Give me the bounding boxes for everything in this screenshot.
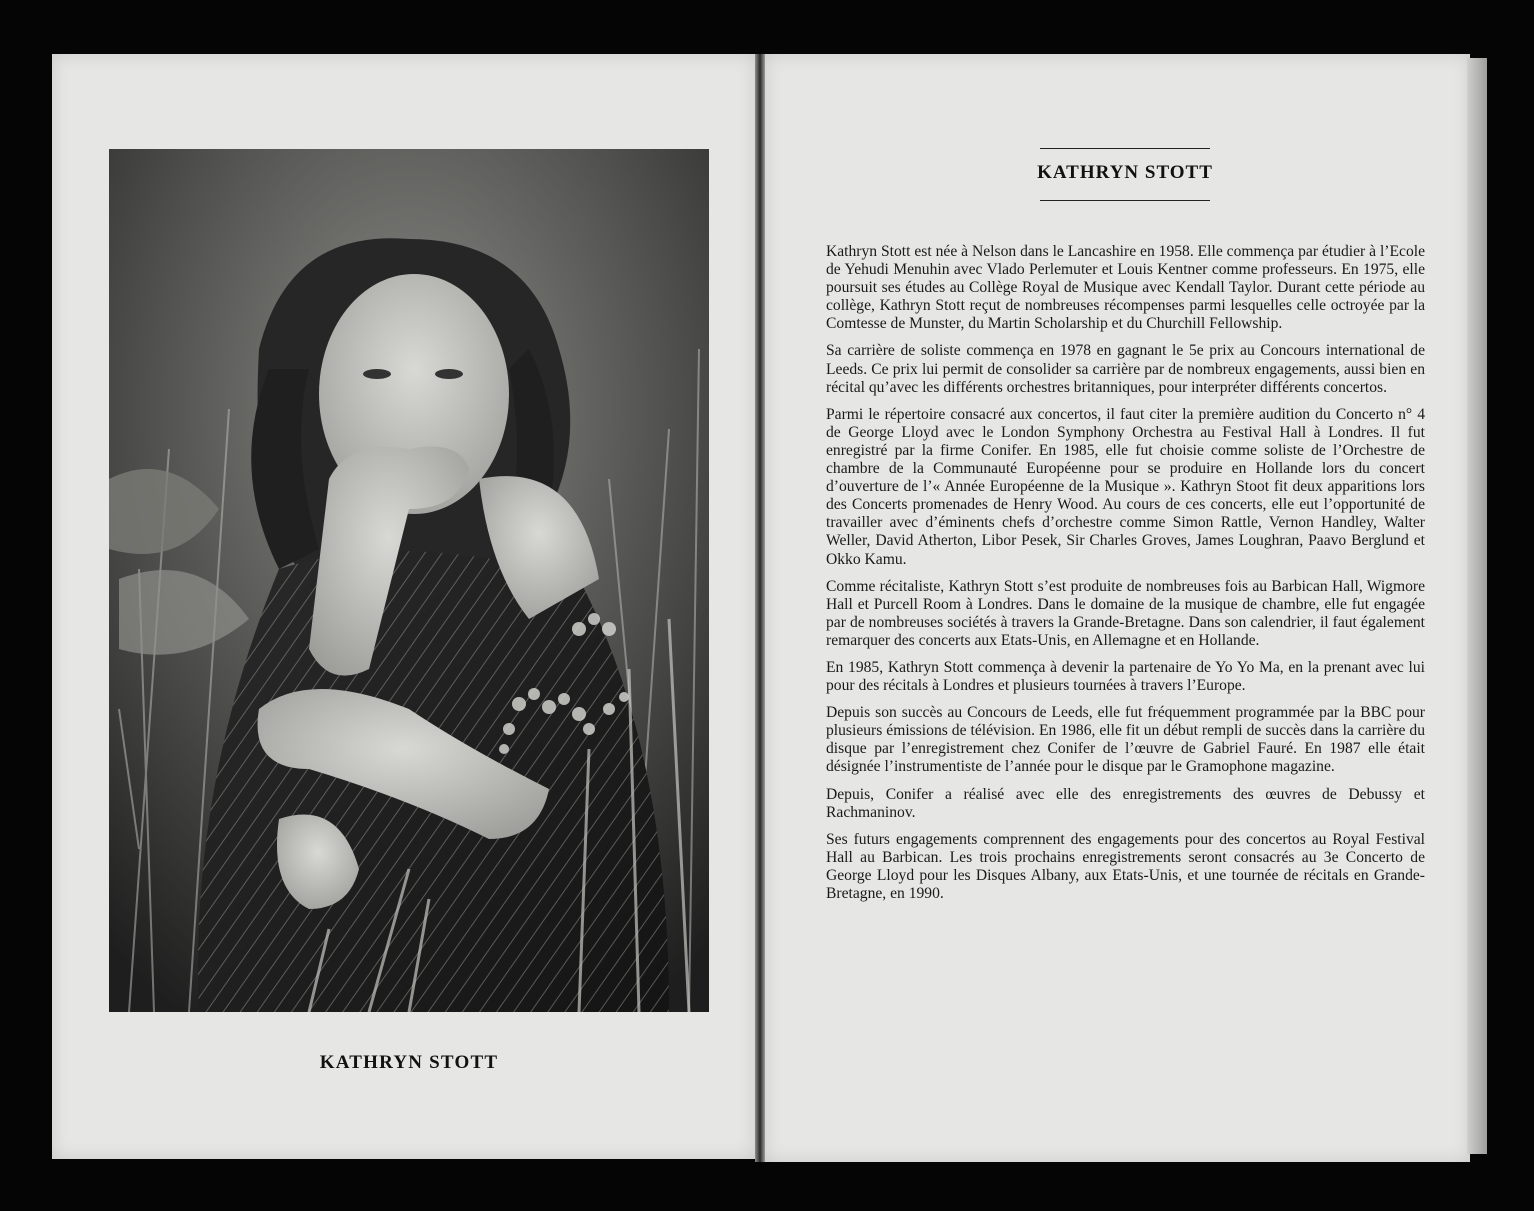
bio-paragraph: Parmi le répertoire consacré aux concertos, il faut citer la première audition du Concerto n° 4 de George Lloyd avec le London Symphony Orchestra au Festival Hall à Londres. Il fut enregistré par la firme Conifer. En 1985, elle fut choisie comme soliste de l’Orchestre de chambre de la Communauté Européenne pour se produire en Hollande lors du concert d’ouverture de l’« Année Européenne de la Musique ». Kathryn Stoot fit deux apparitions lors des Concerts promenades de Henry Wood. Au cours de ces concerts, elle eut l’opportunité de travailler avec d’éminents chefs d’orchestre comme Simon Rattle, Vernon Handley, Walter Weller, David Atherton, Libor Pesek, Sir Charles Groves, James Loughran, Paavo Berglund et Okko Kamu. bbox=[826, 405, 1425, 568]
bio-paragraph: Comme récitaliste, Kathryn Stott s’est produite de nombreuses fois au Barbican Hall, Wigmore Hall et Purcell Room à Londres. Dans le domaine de la musique de chambre, elle fut engagée par de nombreuses sociétés à travers la Grande-Bretagne. Dans son calendrier, il faut également remarquer des concerts aux Etats-Unis, en Allemagne et en Hollande. bbox=[826, 577, 1425, 649]
bio-title: KATHRYN STOTT bbox=[1037, 162, 1213, 183]
book-spine bbox=[755, 54, 765, 1162]
page-edge bbox=[1467, 58, 1487, 1154]
photo-caption: KATHRYN STOTT bbox=[319, 1052, 499, 1073]
title-rule-bottom bbox=[1040, 200, 1210, 201]
portrait-photo bbox=[109, 149, 709, 1012]
bio-paragraph: En 1985, Kathryn Stott commença à devenir la partenaire de Yo Yo Ma, en la prenant avec lui pour des récitals à Londres et plusieurs tournées à travers l’Europe. bbox=[826, 658, 1425, 695]
biography-text bbox=[826, 243, 1425, 912]
bio-paragraph: Ses futurs engagements comprennent des engagements pour des concertos au Royal Festival Hall au Barbican. Les trois prochains enregistrements seront consacrés au 3e Concerto de George Lloyd pour les Disques Albany, aux Etats-Unis, et une tournée de récitals en Grande-Bretagne, en 1990. bbox=[826, 830, 1425, 902]
bio-paragraph: Depuis, Conifer a réalisé avec elle des enregistrements des œuvres de Debussy et Rachmaninov. bbox=[826, 785, 1425, 821]
title-rule-top bbox=[1040, 148, 1210, 149]
bio-paragraph: Depuis son succès au Concours de Leeds, elle fut fréquemment programmée par la BBC pour plusieurs émissions de télévision. En 1986, elle fit un début rempli de succès dans la carrière du disque par l’enregistrement chez Conifer de l’œuvre de Gabriel Fauré. En 1987 elle était désignée l’instrumentiste de l’année pour le disque par le Gramophone magazine. bbox=[826, 704, 1425, 776]
bio-paragraph: Kathryn Stott est née à Nelson dans le Lancashire en 1958. Elle commença par étudier à l’Ecole de Yehudi Menuhin avec Vlado Perlemuter et Louis Kentner comme professeurs. En 1975, elle poursuit ses études au Collège Royal de Musique avec Kendall Taylor. Durant cette période au collège, Kathryn Stott reçut de nombreuses récompenses parmi lesquelles celle octroyée par la Comtesse de Munster, du Martin Scholarship et du Churchill Fellowship. bbox=[826, 243, 1425, 333]
bio-paragraph: Sa carrière de soliste commença en 1978 en gagnant le 5e prix au Concours international de Leeds. Ce prix lui permit de consolider sa carrière par de nombreux engagements, aussi bien en récital qu’avec les différents orchestres britanniques, pour interpréter différents concertos. bbox=[826, 342, 1425, 396]
